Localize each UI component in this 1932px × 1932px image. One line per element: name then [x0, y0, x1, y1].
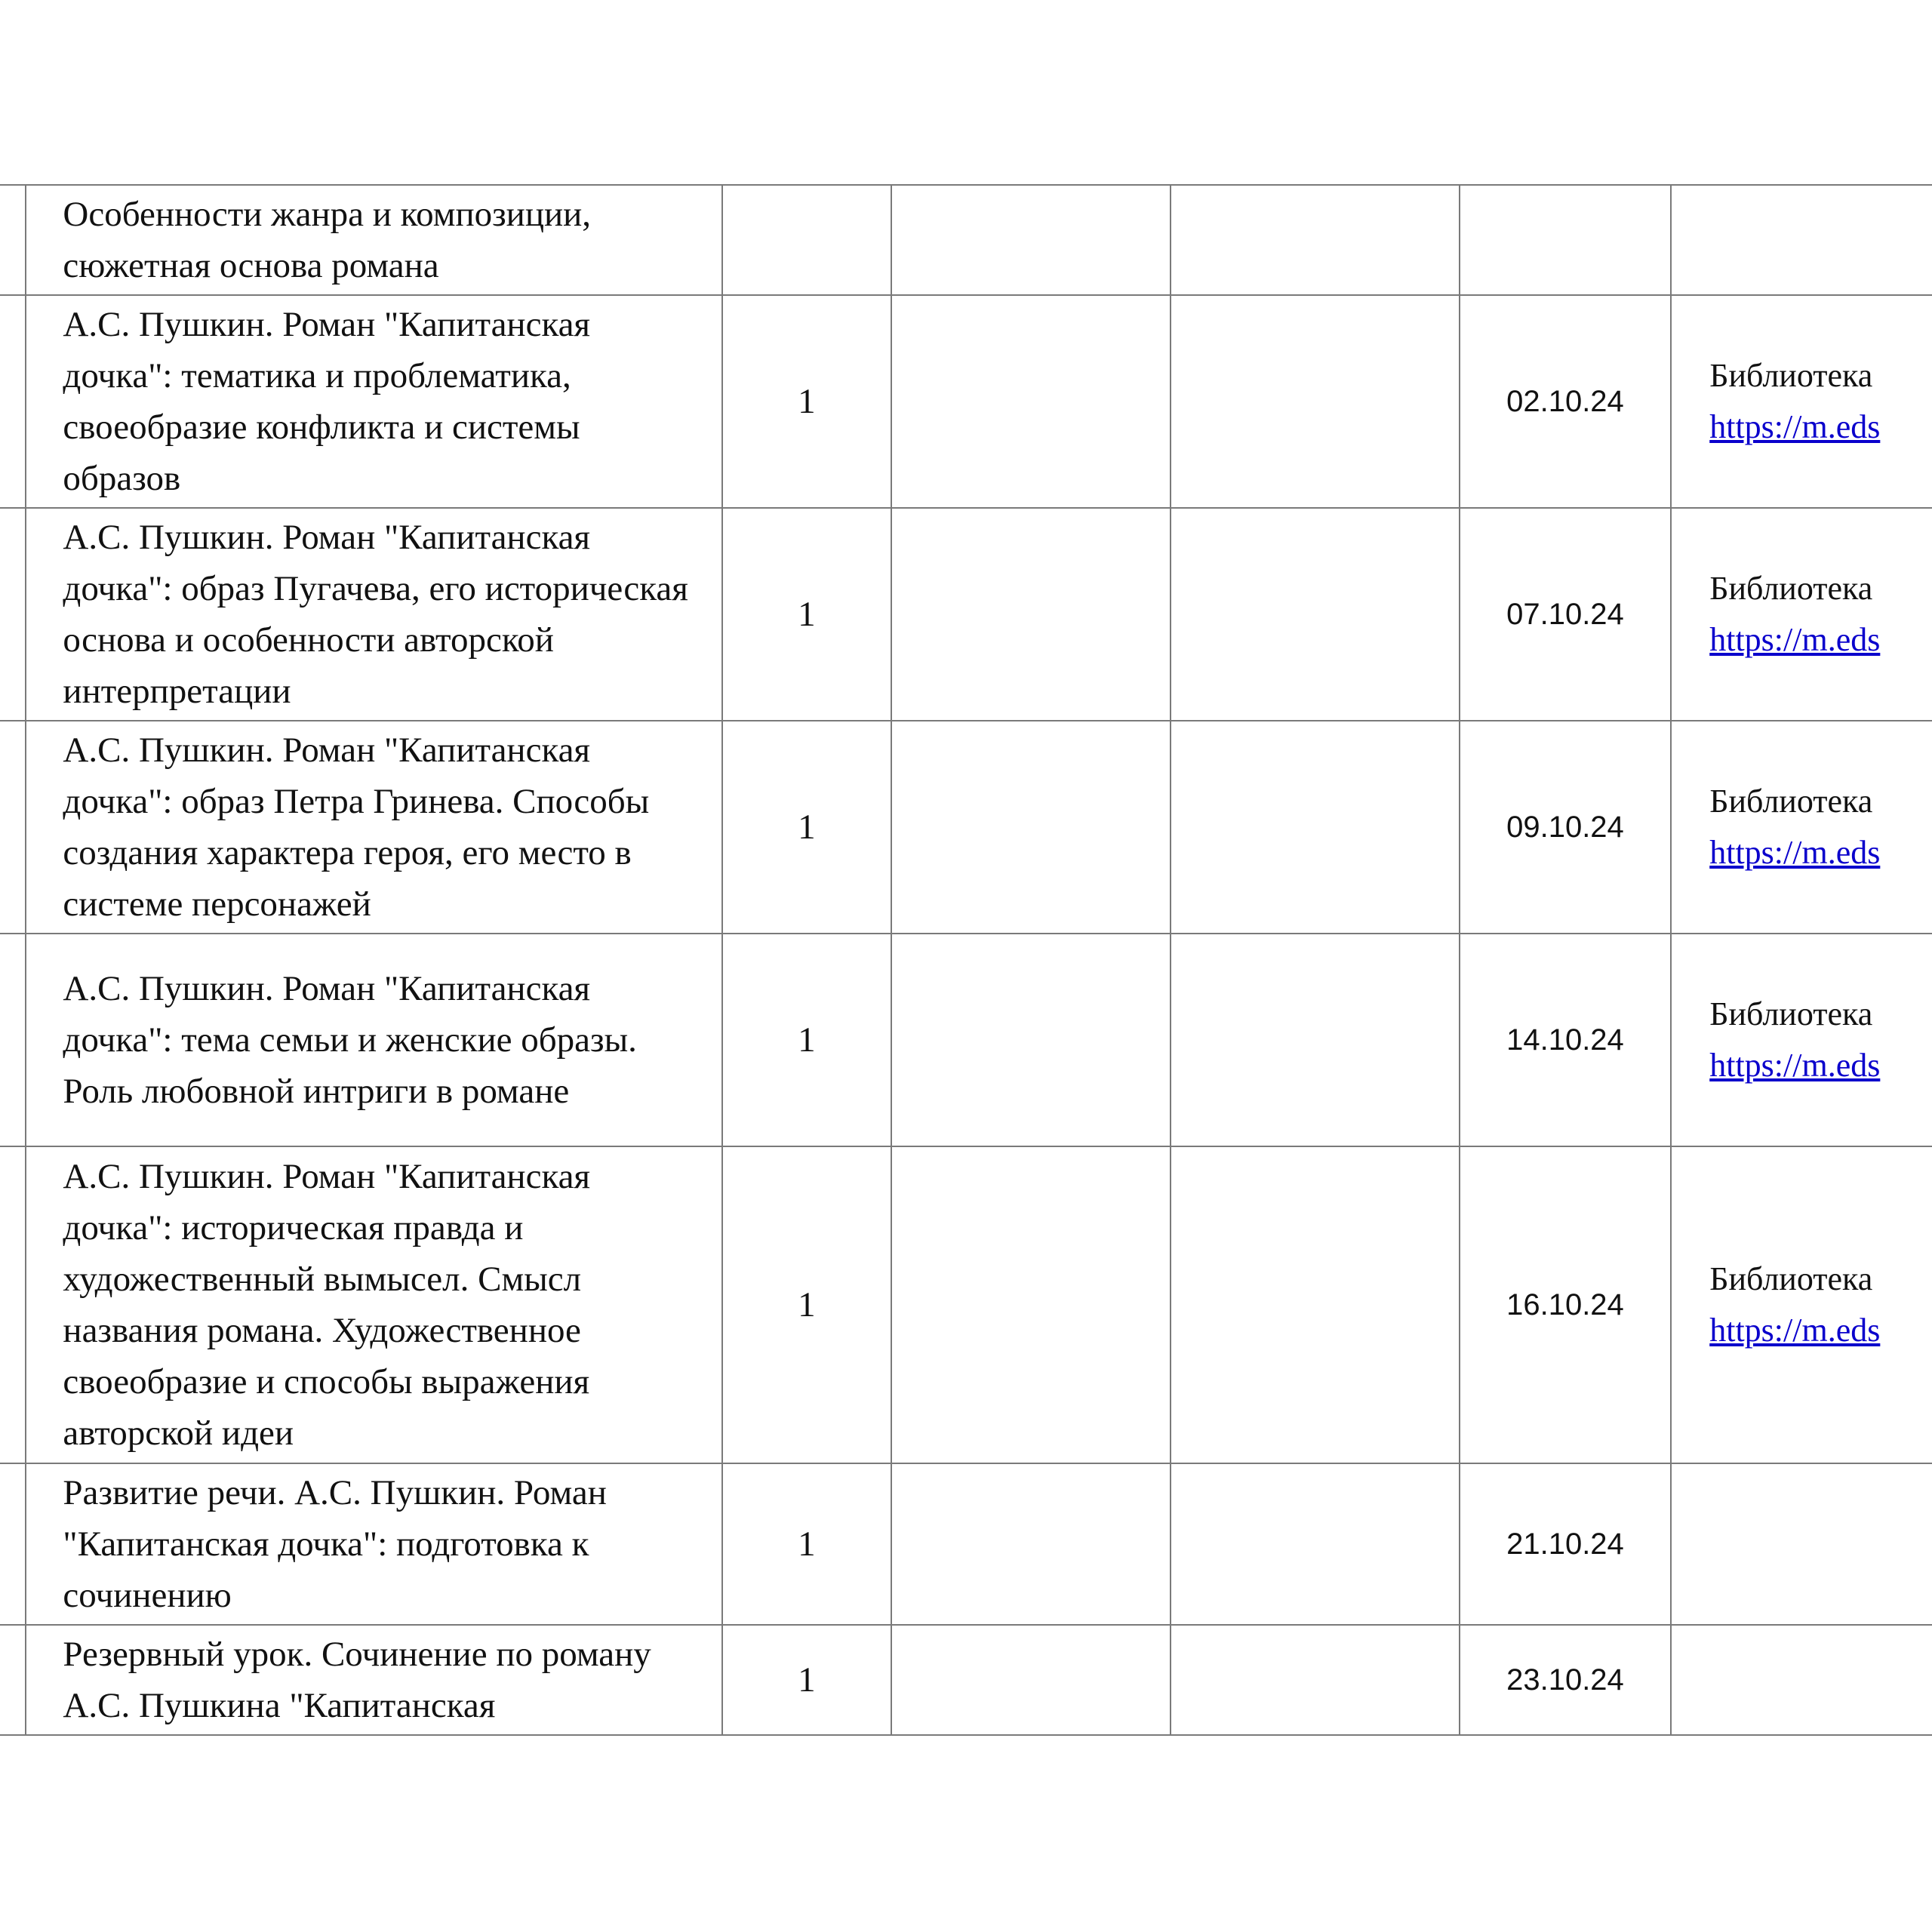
date-cell: 09.10.24 — [1460, 721, 1672, 934]
control-work-cell — [891, 185, 1171, 295]
date-cell — [1460, 185, 1672, 295]
table-row — [0, 1463, 1932, 1625]
date-cell: 14.10.24 — [1460, 934, 1672, 1146]
table-row — [0, 295, 1932, 508]
date-cell: 07.10.24 — [1460, 508, 1672, 721]
topic-cell: Особенности жанра и композиции, сюжетная основа романа — [26, 185, 721, 295]
control-work-cell — [891, 934, 1171, 1146]
resource-cell — [1671, 1146, 1932, 1463]
library-label: Библиотека — [1709, 995, 1873, 1032]
date-cell: 16.10.24 — [1460, 1146, 1672, 1463]
hours-cell: 1 — [722, 1146, 892, 1463]
practical-work-cell — [1171, 185, 1460, 295]
resource-link[interactable]: https://m.eds — [1709, 834, 1881, 871]
resource-cell — [1671, 721, 1932, 934]
resource-cell — [1671, 508, 1932, 721]
hours-cell: 1 — [722, 508, 892, 721]
resource-link[interactable]: https://m.eds — [1709, 408, 1881, 445]
control-work-cell — [891, 1146, 1171, 1463]
library-label: Библиотека — [1709, 783, 1873, 820]
resource-link[interactable]: https://m.eds — [1709, 1047, 1881, 1084]
resource-cell — [1671, 1625, 1932, 1735]
topic-cell: Резервный урок. Сочинение по роману А.С. Пушкина "Капитанская — [26, 1625, 721, 1735]
practical-work-cell — [1171, 1463, 1460, 1625]
topic-cell: А.С. Пушкин. Роман "Капитанская дочка": тема семьи и женские образы. Роль любовной интриги в романе — [26, 934, 721, 1146]
number-cell — [0, 1146, 26, 1463]
topic-cell: А.С. Пушкин. Роман "Капитанская дочка": тематика и проблематика, своеобразие конфликта и системы образов — [26, 295, 721, 508]
number-cell — [0, 1625, 26, 1735]
resource-link[interactable]: https://m.eds — [1709, 621, 1881, 658]
hours-cell: 1 — [722, 295, 892, 508]
table-row — [0, 934, 1932, 1146]
resource-cell — [1671, 185, 1932, 295]
practical-work-cell — [1171, 508, 1460, 721]
topic-cell: А.С. Пушкин. Роман "Капитанская дочка": образ Петра Гринева. Способы создания характера героя, его место в системе персонажей — [26, 721, 721, 934]
hours-cell: 1 — [722, 934, 892, 1146]
practical-work-cell — [1171, 721, 1460, 934]
control-work-cell — [891, 1463, 1171, 1625]
control-work-cell — [891, 721, 1171, 934]
date-cell: 23.10.24 — [1460, 1625, 1672, 1735]
control-work-cell — [891, 508, 1171, 721]
hours-cell: 1 — [722, 1463, 892, 1625]
hours-cell: 1 — [722, 1625, 892, 1735]
table-row — [0, 721, 1932, 934]
date-cell: 02.10.24 — [1460, 295, 1672, 508]
topic-cell: Развитие речи. А.С. Пушкин. Роман "Капитанская дочка": подготовка к сочинению — [26, 1463, 721, 1625]
hours-cell — [722, 185, 892, 295]
date-cell: 21.10.24 — [1460, 1463, 1672, 1625]
resource-link[interactable]: https://m.eds — [1709, 1312, 1881, 1349]
number-cell — [0, 934, 26, 1146]
resource-cell — [1671, 295, 1932, 508]
number-cell — [0, 1463, 26, 1625]
table-row — [0, 185, 1932, 295]
hours-cell: 1 — [722, 721, 892, 934]
resource-cell — [1671, 1463, 1932, 1625]
number-cell — [0, 295, 26, 508]
topic-cell: А.С. Пушкин. Роман "Капитанская дочка": историческая правда и художественный вымысел. Смысл названия романа. Художественное своеобразие и способы выражения авторской идеи — [26, 1146, 721, 1463]
library-label: Библиотека — [1709, 1260, 1873, 1297]
topic-cell: А.С. Пушкин. Роман "Капитанская дочка": образ Пугачева, его историческая основа и особенности авторской интерпретации — [26, 508, 721, 721]
practical-work-cell — [1171, 295, 1460, 508]
library-label: Библиотека — [1709, 570, 1873, 607]
resource-cell — [1671, 934, 1932, 1146]
number-cell — [0, 721, 26, 934]
lesson-plan-table — [0, 184, 1932, 1736]
control-work-cell — [891, 295, 1171, 508]
library-label: Библиотека — [1709, 357, 1873, 394]
practical-work-cell — [1171, 934, 1460, 1146]
table-row — [0, 508, 1932, 721]
table-row — [0, 1625, 1932, 1735]
number-cell — [0, 185, 26, 295]
practical-work-cell — [1171, 1146, 1460, 1463]
table-row — [0, 1146, 1932, 1463]
practical-work-cell — [1171, 1625, 1460, 1735]
number-cell — [0, 508, 26, 721]
control-work-cell — [891, 1625, 1171, 1735]
